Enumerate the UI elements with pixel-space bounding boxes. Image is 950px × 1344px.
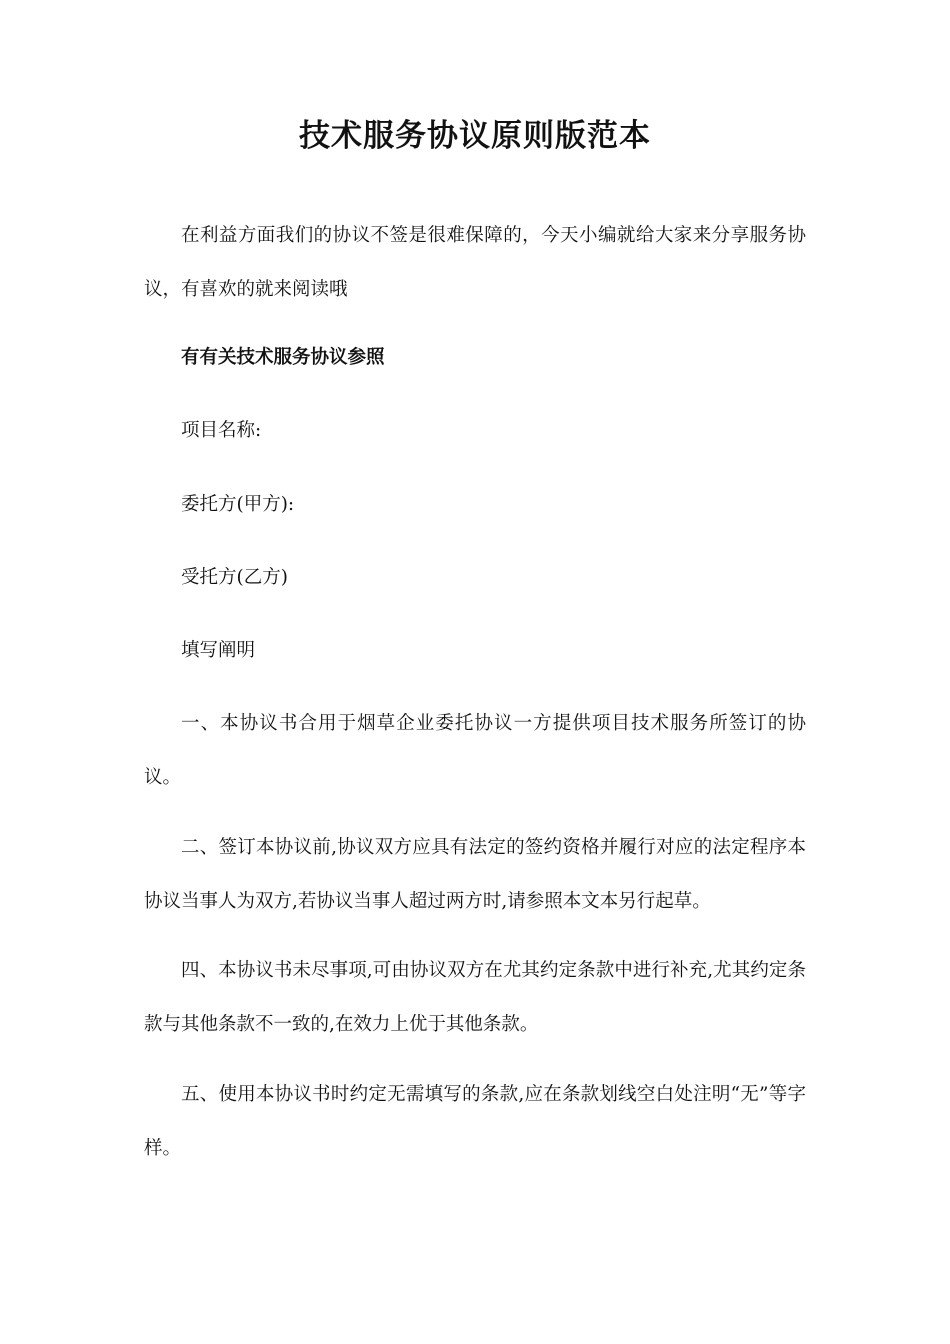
party-a-field: 委托方(甲方): (181, 494, 295, 515)
document-title: 技术服务协议原则版范本 (299, 118, 651, 154)
instruction-item-1: 一、本协议书合用于烟草企业委托协议一方提供项目技术服务所签订的协议。 (144, 713, 806, 788)
section-heading: 有有关技术服务协议参照 (181, 347, 385, 368)
instructions-heading: 填写阐明 (181, 640, 256, 661)
project-name-field: 项目名称: (181, 420, 262, 441)
instruction-item-2: 二、签订本协议前,协议双方应具有法定的签约资格并履行对应的法定程序本协议当事人为双方,若协议当事人超过两方时,请参照本文本另行起草。 (144, 837, 806, 912)
party-b-field: 受托方(乙方) (181, 567, 288, 588)
instruction-item-5: 五、使用本协议书时约定无需填写的条款,应在条款划线空白处注明“无”等字样。 (144, 1084, 806, 1159)
instruction-item-4: 四、本协议书未尽事项,可由协议双方在尤其约定条款中进行补充,尤其约定条款与其他条款不一致的,在效力上优于其他条款。 (144, 960, 806, 1035)
intro-paragraph: 在利益方面我们的协议不签是很难保障的，今天小编就给大家来分享服务协议，有喜欢的就来阅读哦 (144, 225, 806, 300)
